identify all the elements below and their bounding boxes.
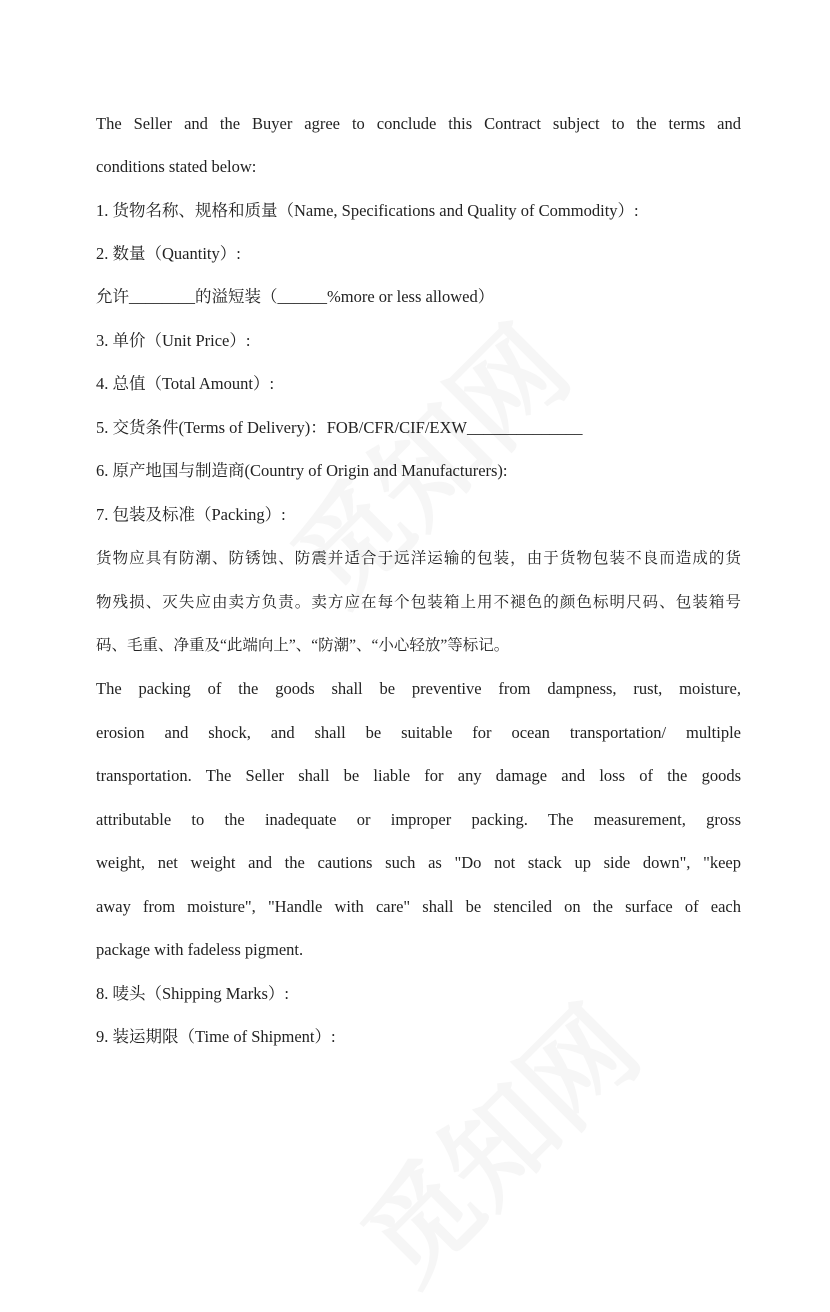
clause-8: 8. 唛头（Shipping Marks）: xyxy=(96,984,289,1003)
packing-en-line: package with fadeless pigment. xyxy=(96,940,304,959)
clause-2: 2. 数量（Quantity）: xyxy=(96,244,241,263)
intro-line: The Seller and the Buyer agree to conclude this Contract subject to the terms and xyxy=(96,114,741,133)
packing-en-line: away from moisture", "Handle with care" shall be stenciled on the surface of each xyxy=(96,897,741,916)
clause-4: 4. 总值（Total Amount）: xyxy=(96,374,275,393)
clause-2-tolerance: 允许________的溢短装（______%more or less allowed） xyxy=(96,287,495,306)
watermark xyxy=(322,966,667,1311)
packing-en-line: transportation. The Seller shall be liable for any damage and loss of the goods xyxy=(96,766,741,785)
packing-en-line: weight, net weight and the cautions such as "Do not stack up side down", "keep xyxy=(96,853,741,872)
packing-cn-line: 货物应具有防潮、防锈蚀、防震并适合于远洋运输的包装，由于货物包装不良而造成的货 xyxy=(96,550,741,567)
clause-9: 9. 装运期限（Time of Shipment）: xyxy=(96,1027,336,1046)
clause-7: 7. 包装及标准（Packing）: xyxy=(96,505,286,524)
clause-6: 6. 原产地国与制造商(Country of Origin and Manufacturers): xyxy=(96,461,508,480)
clause-5: 5. 交货条件(Terms of Delivery)：FOB/CFR/CIF/EXW______________ xyxy=(96,418,583,437)
packing-en-line: The packing of the goods shall be preventive from dampness, rust, moisture, xyxy=(96,679,741,698)
clause-1: 1. 货物名称、规格和质量（Name, Specifications and Quality of Commodity）: xyxy=(96,201,639,220)
packing-en-line: erosion and shock, and shall be suitable for ocean transportation/ multiple xyxy=(96,723,741,742)
packing-en-line: attributable to the inadequate or improper packing. The measurement, gross xyxy=(96,810,741,829)
packing-cn-line: 物残损、灭失应由卖方负责。卖方应在每个包装箱上用不褪色的颜色标明尺码、包装箱号 xyxy=(96,594,741,611)
packing-cn-line: 码、毛重、净重及“此端向上”、“防潮”、“小心轻放”等标记。 xyxy=(96,637,510,654)
intro-line: conditions stated below: xyxy=(96,157,257,176)
clause-3: 3. 单价（Unit Price）: xyxy=(96,331,251,350)
